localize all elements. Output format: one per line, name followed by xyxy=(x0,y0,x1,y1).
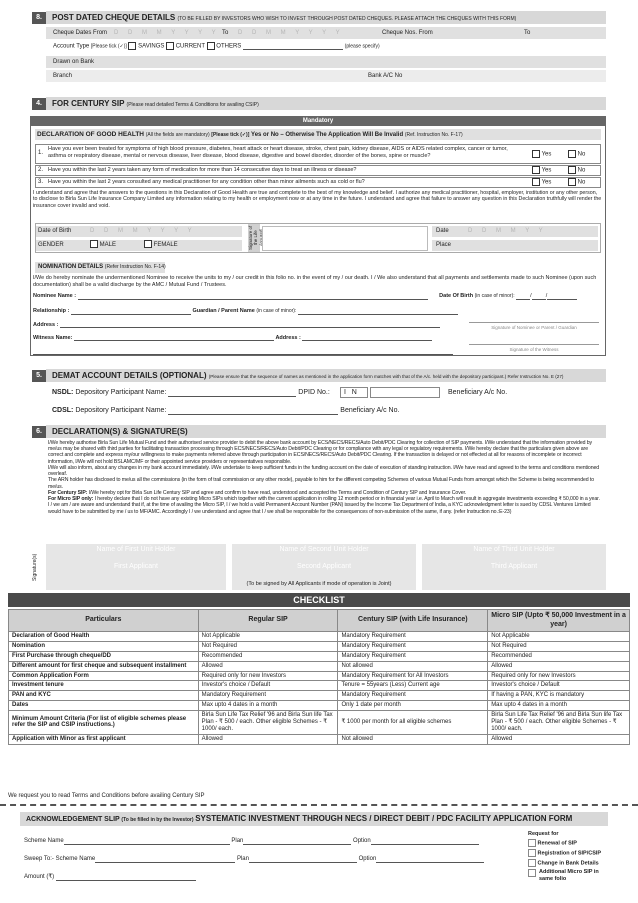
address-row xyxy=(33,322,440,328)
cheque-nos-label: Cheque Nos. From xyxy=(382,30,433,36)
sweep-option-field[interactable] xyxy=(376,862,484,863)
section-6-title: DECLARATION(S) & SIGNATURE(S) xyxy=(52,427,188,436)
dpid-n: N xyxy=(351,389,357,396)
cell: Not allowed xyxy=(338,661,488,671)
q1-yes-checkbox[interactable] xyxy=(532,150,540,158)
cell: Allowed xyxy=(488,734,630,744)
cell: Required only for new Investors xyxy=(488,671,630,681)
address-label: Address : xyxy=(33,322,59,328)
declaration-p4: I/We hereby opt for Birla Sun Life Century SIP and agree and confirm to have read, understood and accepted the Terms and Condition of Century SIP and Insurance Cover. xyxy=(88,489,467,496)
amount-label: Amount (₹) xyxy=(24,874,55,880)
second-holder-name: Name of Second Unit Holder xyxy=(279,546,369,553)
dob-block xyxy=(35,223,601,253)
table-row xyxy=(9,711,630,735)
current-checkbox[interactable] xyxy=(166,42,174,50)
date-field[interactable]: D D M M Y Y xyxy=(468,228,547,234)
cell: Not Required xyxy=(198,641,338,651)
table-row xyxy=(9,671,630,681)
savings-checkbox[interactable] xyxy=(128,42,136,50)
ack-main-title: SYSTEMATIC INVESTMENT THROUGH NECS / DIRECT DEBIT / PDC FACILITY APPLICATION FORM xyxy=(195,814,573,823)
scheme-row xyxy=(24,838,479,845)
dob2-label: Date Of Birth xyxy=(439,293,474,299)
cell: Mandatory Requirement xyxy=(338,651,488,661)
cell: Investor's choice / Default xyxy=(488,681,630,691)
checklist-footer: We request you to read Terms and Conditions before availing Century SIP xyxy=(8,793,205,799)
declaration-p6: I / we am / are aware and understand that if, at the time of availing the Micro SIP, I / we hold a valid Permanent Account Number (PAN) issued by the Income Tax Department of India, a KYC acknowledgment letter is sued by CDSL Ventures Limited would have to be submitted by me / us to MF/AMC. Accordingly I / we understand and agree that I / we shall be responsible for the consequences of non-submission of the same, if any. (refer Instruction no.:E-23) xyxy=(48,502,591,515)
sweep-label: Sweep To:- Scheme Name xyxy=(24,856,96,862)
option-field[interactable] xyxy=(371,844,479,845)
section-8-note: (TO BE FILLED BY INVESTORS WHO WISH TO INVEST THROUGH POST DATED CHEQUES. PLEASE ATTACH THE CHEQUES WITH THIS FORM) xyxy=(177,16,517,22)
cell: Max upto 4 dates in a month xyxy=(198,701,338,711)
change-bank-label: Change in Bank Details xyxy=(537,860,599,867)
cell: Tenure = 55years (Less) Current age xyxy=(338,681,488,691)
cdsl-row xyxy=(52,407,399,415)
cell: Not Applicable xyxy=(488,632,630,642)
account-type-label: Account Type xyxy=(53,43,90,50)
ack-header xyxy=(20,812,608,826)
please-tick-label: [Please tick (✓)] xyxy=(90,43,127,50)
second-applicant-label: Second Applicant xyxy=(296,563,352,571)
q1-yes-label: Yes xyxy=(541,151,552,158)
century-sip-box xyxy=(30,116,606,356)
bank-ac-no-label: Bank A/C No xyxy=(368,73,403,79)
others-specify-field[interactable] xyxy=(243,49,343,50)
nsdl-label: NSDL: xyxy=(52,389,74,396)
guardian-label: Guardian / Parent Name xyxy=(192,308,255,314)
renewal-label: Renewal of SIP xyxy=(537,840,577,847)
cheque-dates-label: Cheque Dates From xyxy=(53,30,108,36)
nomination-title: NOMINATION DETAILS xyxy=(38,264,104,270)
change-bank-checkbox[interactable] xyxy=(528,859,536,867)
declaration-p5: I hereby declare that I do not have any existing Micro SIPs which together with the current application in rolling 12 month period or in financial year i.e. April to March will result in aggregate investments exceeding ₹ 50,000 in a year. xyxy=(94,496,600,503)
header-micro-sip: Micro SIP (Upto ₹ 50,000 Investment in a year) xyxy=(488,610,630,632)
nsdl-dp-name-label: Depository Participant Name: xyxy=(75,389,167,396)
nomination-header xyxy=(35,262,165,273)
cell: Mandatory Requirement xyxy=(198,691,338,701)
sweep-scheme-field[interactable] xyxy=(95,862,235,863)
dob-row xyxy=(36,226,242,237)
dgh-tick: [Please tick (✓)] xyxy=(211,132,250,138)
nsdl-dp-name-field[interactable] xyxy=(168,396,296,397)
cell: Recommended xyxy=(488,651,630,661)
witness-row xyxy=(33,335,432,341)
question-1-text: Have you ever been treated for symptoms of high blood pressure, diabetes, heart attack or heart disease, stroke, chest pain, kidney disease, AIDS or AIDS related complex, cancer or tumor, asthma or respiratory disease, mental or nervous disease, liver disease, blood disease, digestive and bowel disorder, disorder of the bones, spine or muscle? xyxy=(48,146,508,159)
amount-row xyxy=(24,874,196,881)
cell: Common Application Form xyxy=(9,671,199,681)
q3-yes-checkbox[interactable] xyxy=(532,178,540,186)
plan2-label: Plan xyxy=(236,856,249,862)
male-checkbox[interactable] xyxy=(90,240,98,248)
section-5-note: (Please ensure that the sequence of names as mentioned in the application form matches with that of the A/c. held with the depository participant.) Refer Instruction No. E (27) xyxy=(208,374,564,379)
cell: Only 1 date per month xyxy=(338,701,488,711)
signature-life-assured-box[interactable] xyxy=(262,226,428,251)
place-label: Place xyxy=(436,242,452,248)
female-label: FEMALE xyxy=(153,242,178,248)
additional-micro-label: Additional Micro SIP in same folio xyxy=(539,869,599,882)
to-label-2: To xyxy=(524,30,531,36)
cell: Minimum Amount Criteria (For list of eligible schemes please refer the SIP and CSIP instructions.) xyxy=(9,711,199,735)
guardian-field[interactable] xyxy=(298,314,458,315)
section-6-header xyxy=(46,425,606,438)
witness-name-label: Witness Name: xyxy=(33,335,73,341)
question-1-number: 1. xyxy=(38,150,44,156)
address2-label: Address : xyxy=(275,335,301,341)
cell: Mandatory Requirement for All Investors xyxy=(338,671,488,681)
section-8-title: POST DATED CHEQUE DETAILS xyxy=(52,13,176,22)
q2-no-label: No xyxy=(577,167,586,174)
section-5-number: 5. xyxy=(32,370,46,382)
section-8-header xyxy=(46,11,606,24)
dob2-dd-field[interactable] xyxy=(516,299,530,300)
question-3 xyxy=(35,177,601,188)
scheme-name-label: Scheme Name xyxy=(24,838,64,844)
question-2-number: 2. xyxy=(38,167,44,173)
q2-yes-label: Yes xyxy=(541,167,552,174)
place-row xyxy=(432,240,598,251)
option-label: Option xyxy=(353,838,371,844)
cell: ₹ 1000 per month for all eligible schemes xyxy=(338,711,488,735)
address-field[interactable] xyxy=(60,327,440,328)
question-3-number: 3. xyxy=(38,179,44,185)
cell: Declaration of Good Health xyxy=(9,632,199,642)
checklist-header-row xyxy=(9,610,630,632)
cell: Investor's choice / Default xyxy=(198,681,338,691)
signature-nominee-box[interactable] xyxy=(469,301,599,323)
in-case-minor-label-2: (in case of minor): xyxy=(256,308,297,314)
declaration-p2: I/We will also inform, about any changes in my bank account immediately. I/We undertake to keep sufficient funds in the funding account on the date of execution of standing instruction. I/We have read and agreed to the terms and conditions mentioned overleaf. xyxy=(48,464,600,478)
dgh-ref: (Ref. Instruction No. F-17) xyxy=(404,132,463,138)
gender-label: GENDER xyxy=(38,242,64,248)
cell: Birla Sun Life Tax Relief '96 and Birla Sun life Tax Plan - ₹ 500 / each. Other eligible Schemes - ₹ 1000/ each. xyxy=(488,711,630,735)
nominee-name-row: Nominee Name : Date Of Birth (in case of minor): / / xyxy=(33,293,603,300)
plan-label: Plan xyxy=(231,838,244,844)
nomination-paragraph: I/We do hereby nominate the undermentioned Nominee to receive the units to my / our credit in this folio no. in the event of my / our death. I / We also understand that all payments and settlements made to such Nominee (upon such documentation) shall be a valid discharge by the AMC / Mutual Fund / Trustees. xyxy=(33,275,597,288)
dpid-label: DPID No.: xyxy=(298,389,330,396)
nsdl-ben-ac-label: Beneficiary A/c No. xyxy=(448,389,508,396)
relationship-row xyxy=(33,308,458,315)
in-case-minor-label: (in case of minor): xyxy=(474,293,515,299)
signatures-label: Signature(s) xyxy=(32,553,38,581)
cell: Mandatory Requirement xyxy=(338,632,488,642)
q3-yes-label: Yes xyxy=(541,179,552,186)
scheme-name-field[interactable] xyxy=(64,844,230,845)
table-row xyxy=(9,701,630,711)
cell: Allowed xyxy=(198,661,338,671)
first-holder-name: Name of First Unit Holder xyxy=(96,546,176,553)
section-4-note: (Please read detailed Terms & Conditions for availing CSIP) xyxy=(126,102,259,108)
cdsl-dp-name-field[interactable] xyxy=(168,414,338,415)
date-label: Date xyxy=(436,228,449,234)
dgh-title: DECLARATION OF GOOD HEALTH xyxy=(37,131,145,138)
dpid-field[interactable] xyxy=(370,387,440,398)
table-row xyxy=(9,641,630,651)
date-row xyxy=(432,226,598,237)
others-label: OTHERS xyxy=(216,43,242,50)
cell: Not Required xyxy=(488,641,630,651)
mandatory-bar: Mandatory xyxy=(31,117,605,126)
cheque-date-to-field[interactable]: D D M M Y Y Y Y xyxy=(238,30,344,36)
ack-note: (To be filled in by the Investor) xyxy=(121,817,194,823)
table-row xyxy=(9,681,630,691)
q1-no-label: No xyxy=(577,151,586,158)
dob2-yy-field[interactable] xyxy=(547,299,577,300)
sweep-plan-field[interactable] xyxy=(249,862,357,863)
savings-label: SAVINGS xyxy=(138,43,165,50)
cell: Not Applicable xyxy=(198,632,338,642)
cell: Application with Minor as first applicant xyxy=(9,734,199,744)
drawn-on-bank-row xyxy=(46,56,606,68)
declarations-text xyxy=(48,440,604,515)
table-row xyxy=(9,691,630,701)
cell: Mandatory Requirement xyxy=(338,641,488,651)
ack-title: ACKNOWLEDGEMENT SLIP xyxy=(26,816,120,823)
cell: Dates xyxy=(9,701,199,711)
section-6-number: 6. xyxy=(32,426,46,438)
branch-row xyxy=(46,70,606,82)
cdsl-dp-name-label: Depository Participant Name: xyxy=(75,407,167,414)
others-checkbox[interactable] xyxy=(207,42,215,50)
q1-no-checkbox[interactable] xyxy=(568,150,576,158)
cell: Birla Sun Life Tax Relief '96 and Birla Sun life Tax Plan - ₹ 500 / each. Other eligible Schemes - ₹ 1000/ each. xyxy=(198,711,338,735)
cut-line xyxy=(0,804,638,806)
gender-row xyxy=(36,240,242,251)
additional-micro-checkbox[interactable] xyxy=(528,869,536,877)
cell: PAN and KYC xyxy=(9,691,199,701)
question-3-text: Have you within the last 2 years consulted any medical practitioner for any condition other than minor ailments such as cold or flu? xyxy=(48,179,365,185)
cheque-dates-row xyxy=(46,27,606,39)
cell: Mandatory Requirement xyxy=(338,691,488,701)
amount-field[interactable] xyxy=(56,880,196,881)
signed-note: (To be signed by All Applicants if mode of operation is Joint) xyxy=(246,581,392,587)
checklist-title: CHECKLIST xyxy=(8,593,630,607)
third-holder-name: Name of Third Unit Holder xyxy=(473,546,555,553)
dob2-mm-field[interactable] xyxy=(532,299,546,300)
to-label: To xyxy=(222,30,229,36)
section-4-header xyxy=(46,97,606,110)
cell: Not allowed xyxy=(338,734,488,744)
registration-checkbox[interactable] xyxy=(528,849,536,857)
first-applicant-label: First Applicant xyxy=(114,563,158,571)
cell: Recommended xyxy=(198,651,338,661)
dob-field[interactable]: D D M M Y Y Y Y xyxy=(90,228,196,234)
dob-label: Date of Birth xyxy=(38,228,72,234)
account-type-row xyxy=(53,42,380,50)
dgh-header xyxy=(35,129,601,140)
dpid-i: I xyxy=(344,389,346,396)
branch-label: Branch xyxy=(53,73,73,79)
table-row xyxy=(9,632,630,642)
declaration-p3: The ARN holder has disclosed to me/us all the commissions (in the form of trail commission or any other mode), payable to him for the different competing Schemes of various Mutual Funds from amongst which the Scheme is being recommended to me/us. xyxy=(48,477,595,490)
cell: If having a PAN, KYC is mandatory xyxy=(488,691,630,701)
registration-label: Registration of SIP/CSIP xyxy=(537,850,602,857)
cell: First Purchase through cheque/DD xyxy=(9,651,199,661)
header-century-sip: Century SIP (with Life Insurance) xyxy=(338,610,488,632)
table-row xyxy=(9,734,630,744)
cell: Investment tenure xyxy=(9,681,199,691)
q3-no-label: No xyxy=(577,179,586,186)
cell: Max upto 4 dates in a month xyxy=(488,701,630,711)
nsdl-row xyxy=(52,389,508,397)
section-4-number: 4. xyxy=(32,98,46,110)
question-2-text: Have you within the last 2 years taken any form of medication for more than 14 consecutive days to treat an illness or disease? xyxy=(48,167,357,173)
question-2 xyxy=(35,165,601,176)
cell: Different amount for first cheque and subsequent installment xyxy=(9,661,199,671)
signature-witness-box[interactable] xyxy=(469,329,599,345)
dgh-warning: Yes or No – Otherwise The Application Will Be Invalid xyxy=(251,132,404,138)
option2-label: Option xyxy=(358,856,377,862)
male-label: MALE xyxy=(99,242,117,248)
for-century-sip-label: For Century SIP: xyxy=(48,489,88,496)
signature-witness-label: Signature of the Witness xyxy=(509,347,559,352)
nomination-ref: (Refer Instruction No. F-14) xyxy=(104,264,166,270)
cdsl-ben-ac-label: Beneficiary A/c No. xyxy=(340,407,400,414)
header-regular-sip: Regular SIP xyxy=(198,610,338,632)
nominee-name-label: Nominee Name : xyxy=(33,293,77,299)
sweep-row xyxy=(24,856,484,863)
current-label: CURRENT xyxy=(175,43,205,50)
witness-name-field[interactable] xyxy=(74,340,274,341)
extra-address-field[interactable] xyxy=(33,354,453,355)
please-specify-label: (please specify) xyxy=(344,43,380,50)
renewal-checkbox[interactable] xyxy=(528,839,536,847)
extra-address-row xyxy=(33,349,453,355)
request-for-block xyxy=(528,831,618,882)
q2-no-checkbox[interactable] xyxy=(568,166,576,174)
cell: Nomination xyxy=(9,641,199,651)
dgh-paragraph: I understand and agree that the answers to the questions in this Declaration of Good Health are true and complete to the best of my knowledge and belief. I authorize any medical practitioner, hospital, employer, institution or any other person, to disclose to Birla Sun Life Insurance Company Limited any information relating to my health or employment now or at any time in the future. I understand and agree that failure to answer any question in this Declaration truthfully will render the insurance cover invalid and void. xyxy=(33,190,602,209)
female-checkbox[interactable] xyxy=(144,240,152,248)
section-5-title: DEMAT ACCOUNT DETAILS (OPTIONAL) xyxy=(52,371,207,380)
declaration-p1: I/We hereby authorise Birla Sun Life Mutual Fund and their authorised service provider to debit the above bank account by ECS/NECS/RECS/Auto Debit/PDC Clearing for collection of SIP payments. I/We understand that the information provided by me/us may be shared with third parties for facilitating transaction processing through ECS/NECS/RECS/Auto Debit/PDC Clearing or for compliance with any legal or regulatory requirements. I/We hereby declare that the particulars given above are correct and complete and express my/our willingness to make payments referred above through participation in ECS/NECS/RECS/Auto Debit/PDC Clearing. If the transaction is delayed or not effected at all for reasons of incomplete or incorrect information, I/We will not hold BSLAMC/MF or their appointed service providers or representatives responsible. xyxy=(48,440,593,465)
relationship-label: Relationship : xyxy=(33,308,70,314)
third-applicant-label: Third Applicant xyxy=(490,563,538,571)
dgh-note: (All the fields are mandatory) xyxy=(145,132,210,138)
cell: Allowed xyxy=(488,661,630,671)
q2-yes-checkbox[interactable] xyxy=(532,166,540,174)
cell: Allowed xyxy=(198,734,338,744)
table-row xyxy=(9,661,630,671)
plan-field[interactable] xyxy=(243,844,351,845)
relationship-field[interactable] xyxy=(71,314,191,315)
signature-life-assured-label: Signature of the Life Assured xyxy=(248,225,264,251)
request-for-label: Request for xyxy=(528,831,559,837)
question-1 xyxy=(35,144,601,164)
nominee-name-field[interactable] xyxy=(78,299,428,300)
checklist-table xyxy=(8,609,630,745)
header-particulars: Particulars xyxy=(9,610,199,632)
drawn-on-bank-label: Drawn on Bank xyxy=(53,59,95,65)
section-8-number: 8. xyxy=(32,12,46,24)
section-5-header xyxy=(46,369,606,382)
signature-nominee-label: Signature of Nominee or Parent / Guardian xyxy=(491,325,577,330)
q3-no-checkbox[interactable] xyxy=(568,178,576,186)
cdsl-label: CDSL: xyxy=(52,407,74,414)
cell: Required only for new Investors xyxy=(198,671,338,681)
table-row xyxy=(9,651,630,661)
witness-address-field[interactable] xyxy=(302,340,432,341)
section-4-title: FOR CENTURY SIP xyxy=(52,99,125,108)
cheque-date-from-field[interactable]: D D M M Y Y Y Y xyxy=(114,30,220,36)
for-micro-sip-label: For Micro SIP only: xyxy=(48,496,94,503)
